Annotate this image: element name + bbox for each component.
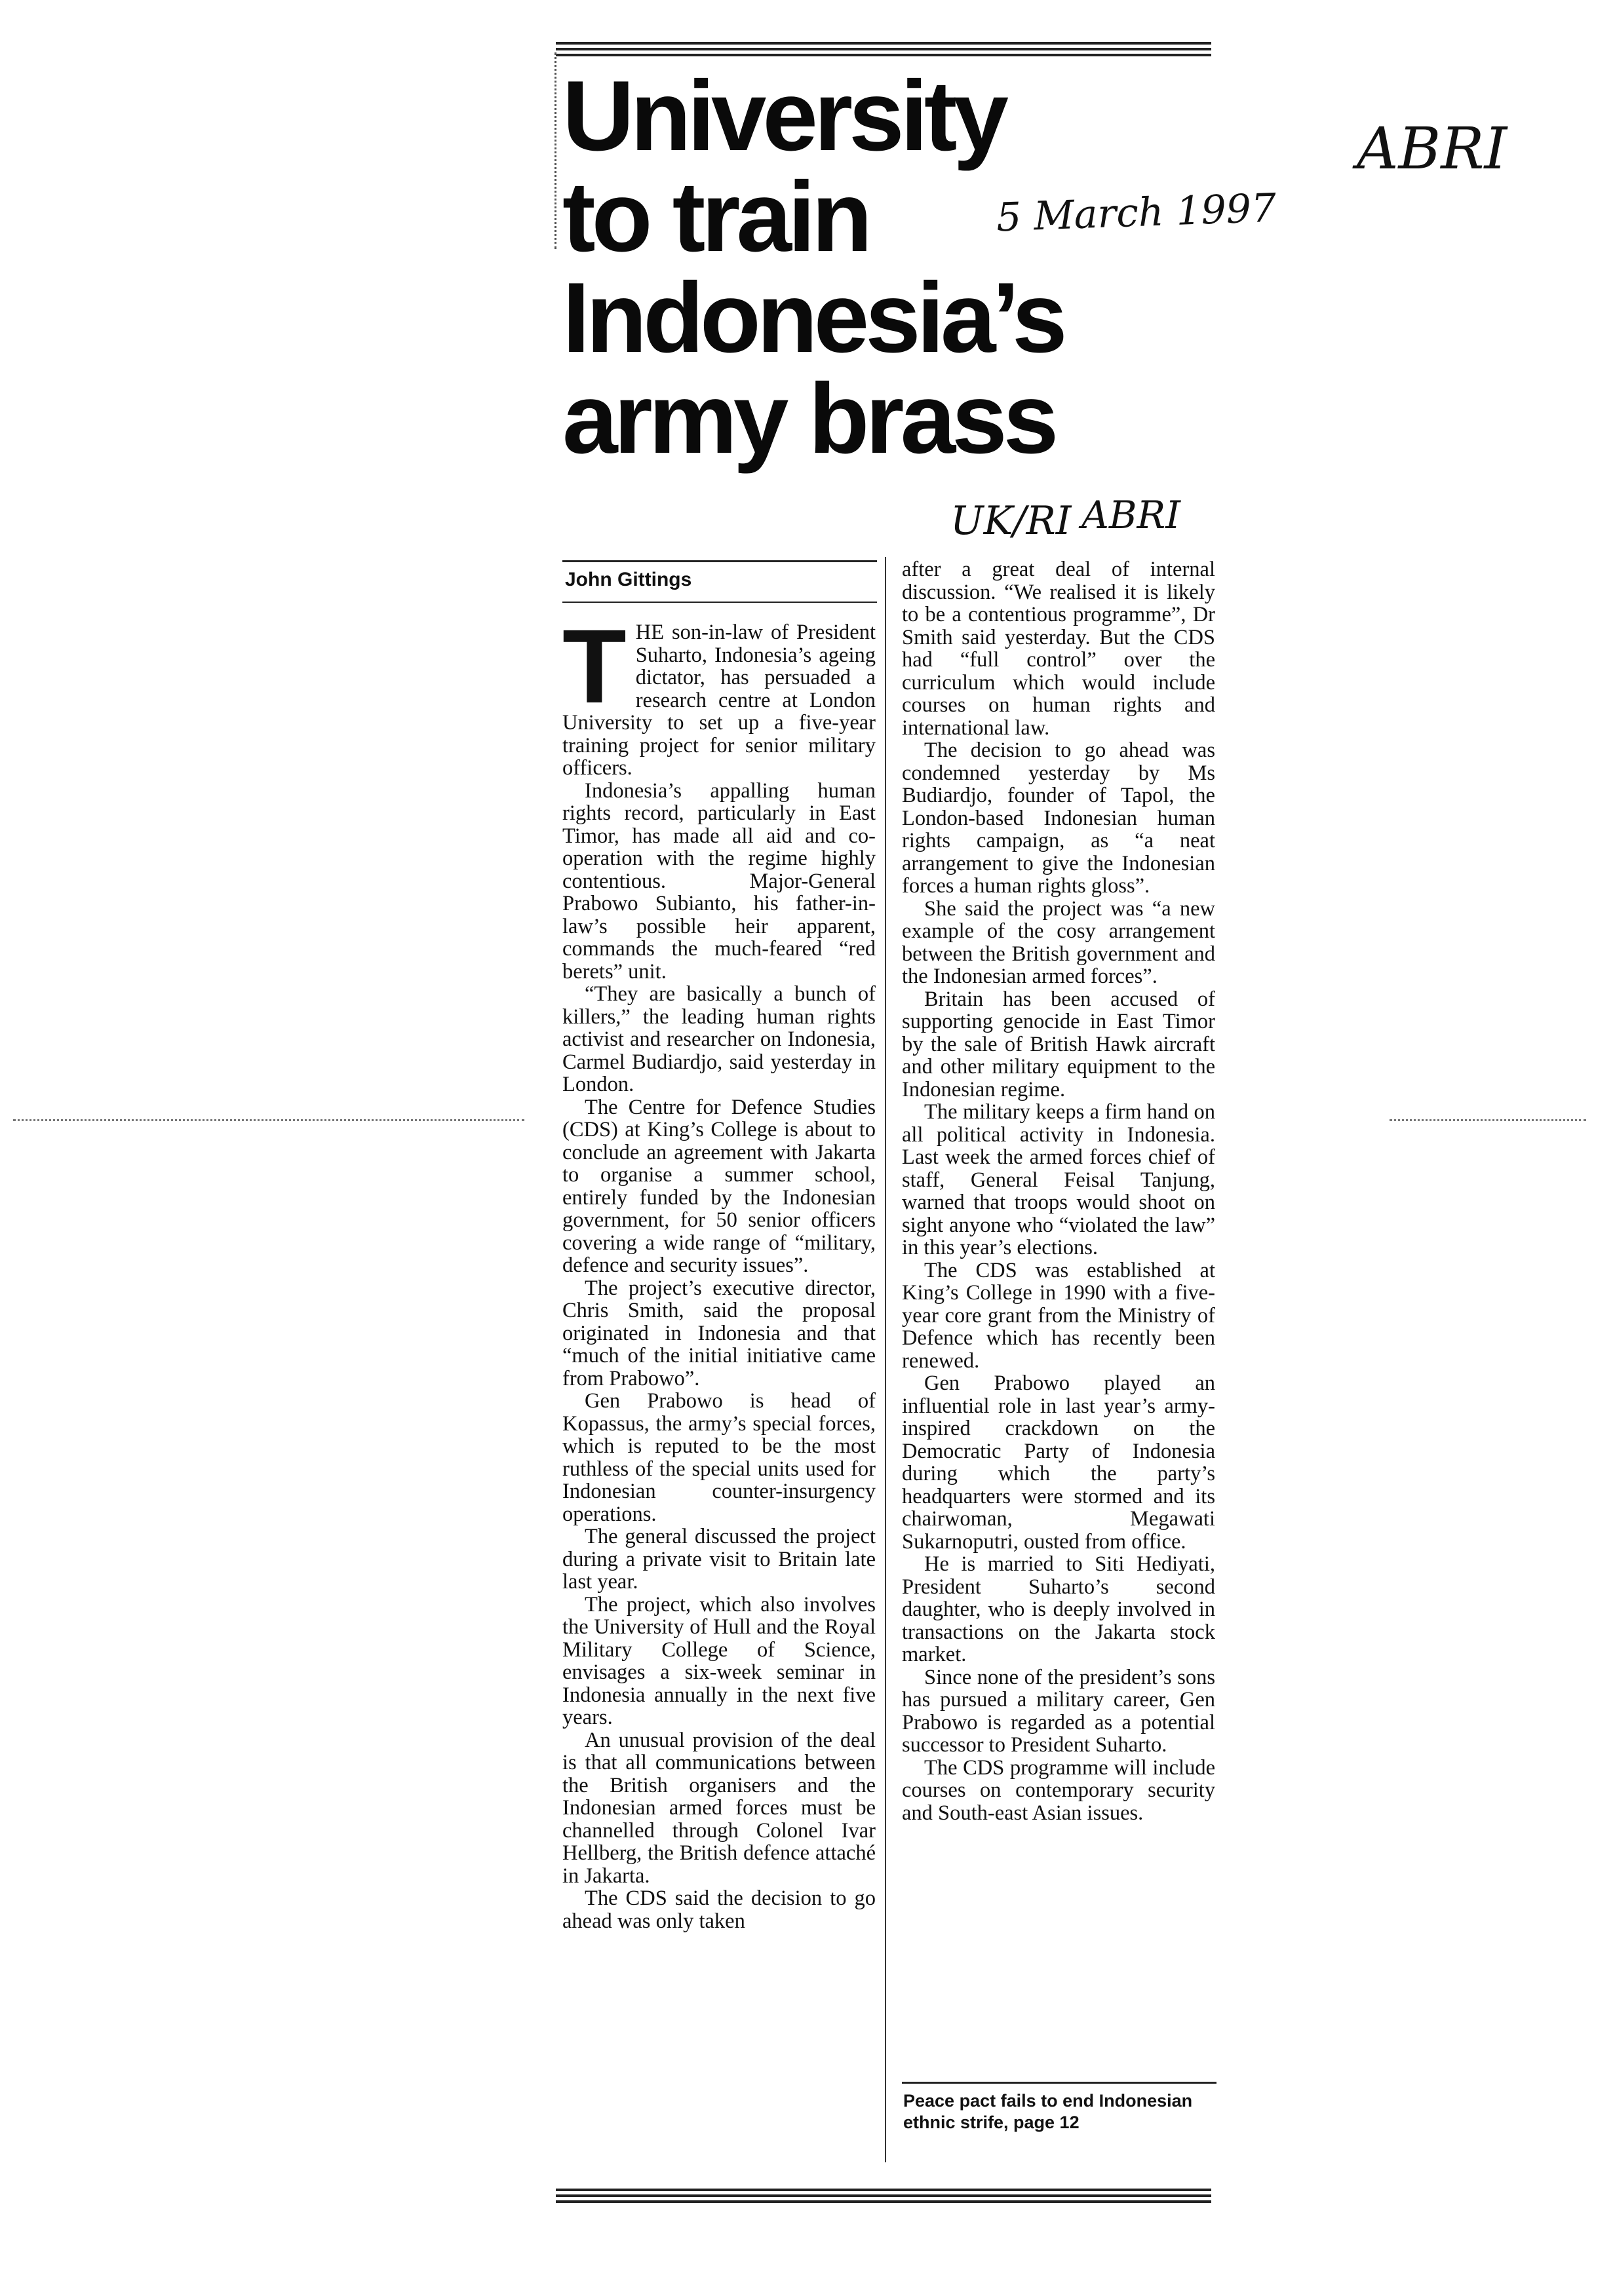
paragraph: Since none of the president’s sons has pursued a military career, Gen Prabowo is regarded as a potential successor to President Suharto. xyxy=(902,1665,1215,1757)
related-story-teaser: Peace pact fails to end Indonesian ethnic strife, page 12 xyxy=(903,2091,1193,2132)
paragraph: An unusual provision of the deal is that all communications between the British organisers and the Indonesian armed forces must be channelled through Colonel Ivar Hellberg, the British defence attaché in Jakarta. xyxy=(562,1728,876,1888)
paragraph: The decision to go ahead was condemned yesterday by Ms Budiardjo, founder of Tapol, the London-based Indonesian human rights campaign, as “a neat arrangement to give the Indonesian forces a human rights gloss”. xyxy=(902,738,1215,898)
handwritten-tag-top: ABRI xyxy=(1357,115,1508,182)
paragraph: The CDS programme will include courses on contemporary security and South-east Asian issues. xyxy=(902,1755,1215,1825)
paragraph: “They are basically a bunch of killers,” the leading human rights activist and researcher on Indonesia, Carmel Budiardjo, said yesterday in London. xyxy=(562,982,876,1096)
handwritten-tag-ukri: UK/RI xyxy=(950,498,1072,544)
headline xyxy=(562,60,1218,474)
handwritten-date: 5 March 1997 xyxy=(995,185,1277,241)
paragraph xyxy=(562,607,876,780)
paragraph: The project, which also involves the University of Hull and the Royal Military College of Science, envisages a six-week seminar in Indonesia annually in the next five years. xyxy=(562,1592,876,1729)
article-column-1 xyxy=(562,607,876,1933)
paragraph: The Centre for Defence Studies (CDS) at King’s College is about to conclude an agreement with Jakarta to organise a summer school, entirely funded by the Indonesian government, for 50 senior officers covering a wide range of “military, defence and security issues”. xyxy=(562,1095,876,1277)
top-rules xyxy=(556,42,1211,60)
paragraph: Britain has been accused of supporting genocide in East Timor by the sale of British Hawk aircraft and other military equipment to the Indonesian regime. xyxy=(902,987,1215,1101)
headline-line-2: to train xyxy=(562,161,869,273)
paragraph: The military keeps a firm hand on all political activity in Indonesia. Last week the armed forces chief of staff, General Feisal Tanjung, warned that troops would shoot on sight anyone who “violated the law” in this year’s elections. xyxy=(902,1100,1215,1259)
clipping-left-edge xyxy=(555,52,558,249)
byline-rule-top xyxy=(562,560,877,562)
paragraph: She said the project was “a new example of the cosy arrangement between the British government and the Indonesian armed forces”. xyxy=(902,896,1215,988)
byline: John Gittings xyxy=(565,569,692,590)
handwritten-tag-abri: ABRI xyxy=(1081,493,1181,537)
paragraph: Gen Prabowo is head of Kopassus, the army’s special forces, which is reputed to be the most ruthless of the special units used for Indonesian counter-insurgency operations. xyxy=(562,1389,876,1526)
paragraph: The general discussed the project during a private visit to Britain late last year. xyxy=(562,1525,876,1594)
column-divider xyxy=(885,557,886,2162)
paragraph: Gen Prabowo played an influential role in last year’s army-inspired crackdown on the Democratic Party of Indonesia during which the party’s headquarters were stormed and its chairwoman, Megawati Sukarnoputri, ousted from office. xyxy=(902,1371,1215,1554)
paragraph: after a great deal of internal discussion. “We realised it is likely to be a contentious programme”, Dr Smith said yesterday. But the CDS had “full control” over the curriculum which would include courses on human rights and international law. xyxy=(902,558,1215,740)
paragraph: He is married to Siti Hediyati, President Suharto’s second daughter, who is deeply involved in transactions on the Jakarta stock market. xyxy=(902,1552,1215,1666)
byline-rule-bottom xyxy=(562,602,877,603)
paragraph: The project’s executive director, Chris Smith, said the proposal originated in Indonesia and that “much of the initial initiative came from Prabowo”. xyxy=(562,1276,876,1390)
drop-cap: T xyxy=(562,607,627,725)
headline-line-1: University xyxy=(562,60,1005,172)
scan-speckle-left xyxy=(13,1119,524,1126)
paragraph: The CDS was established at King’s College in 1990 with a five-year core grant from the Ministry of Defence which has recently been renewed. xyxy=(902,1258,1215,1373)
headline-line-3: Indonesia’s xyxy=(562,262,1064,373)
teaser-rule xyxy=(902,2082,1216,2084)
headline-line-4: army brass xyxy=(562,363,1055,474)
scan-speckle-right xyxy=(1390,1119,1586,1126)
paragraph: The CDS said the decision to go ahead was only taken xyxy=(562,1886,876,1933)
bottom-rules xyxy=(556,2189,1211,2206)
paragraph: Indonesia’s appalling human rights record, particularly in East Timor, has made all aid and co-operation with the regime highly contentious. Major-General Prabowo Subianto, his father-in-law’s possible heir apparent, commands the much-feared “red berets” unit. xyxy=(562,778,876,984)
article-column-2 xyxy=(902,558,1215,1824)
paragraph-text: HE son-in-law of President Suharto, Indonesia’s ageing dictator, has persuaded a research centre at London University to set up a five-year training project for senior military officers. xyxy=(562,621,876,780)
